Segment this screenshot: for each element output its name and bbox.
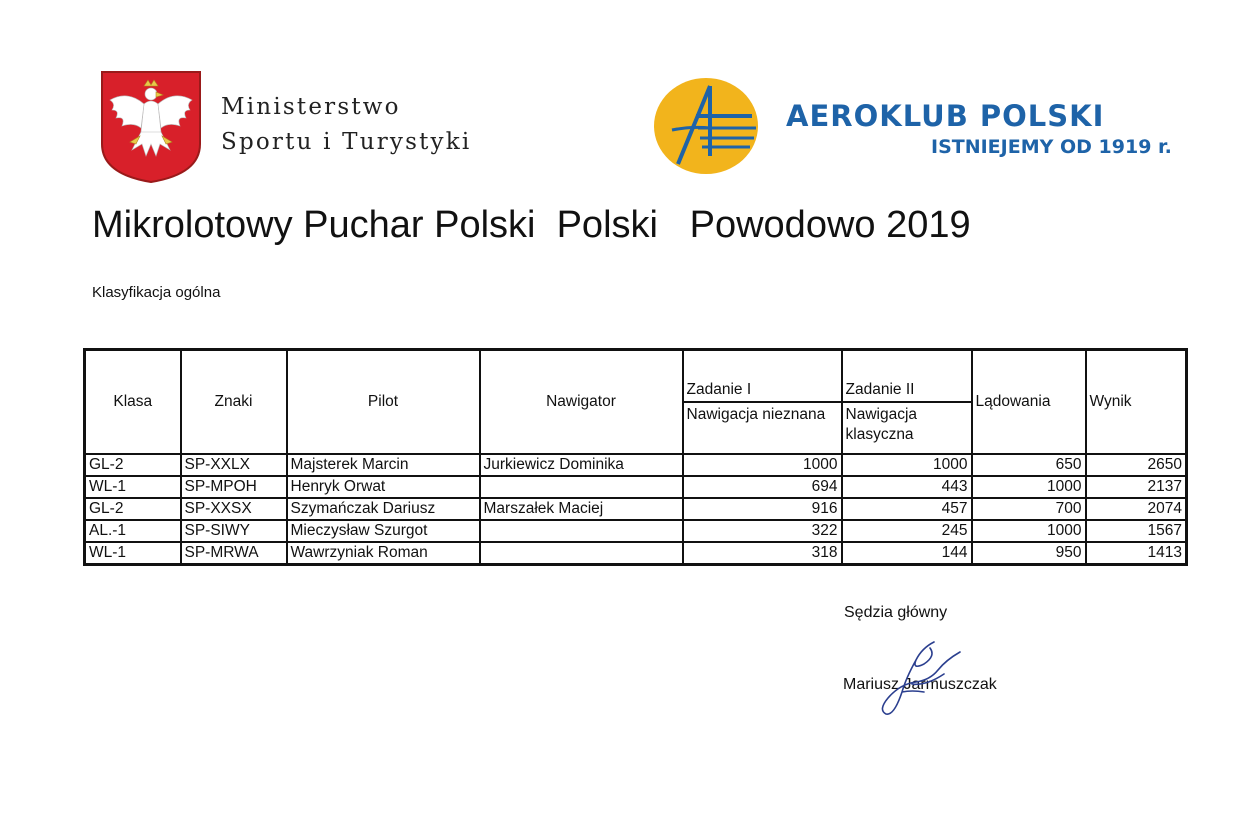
results-table bbox=[83, 348, 1188, 566]
header-zadanie-2: Zadanie II bbox=[842, 350, 972, 403]
cell-zadanie-1: 1000 bbox=[683, 454, 842, 476]
cell-nawigator: Marszałek Maciej bbox=[480, 498, 683, 520]
cell-zadanie-2: 457 bbox=[842, 498, 972, 520]
cell-klasa: GL-2 bbox=[85, 498, 181, 520]
header-klasa: Klasa bbox=[85, 350, 181, 455]
ministry-line-1: Ministerstwo bbox=[221, 94, 401, 120]
cell-zadanie-1: 916 bbox=[683, 498, 842, 520]
cell-znaki: SP-SIWY bbox=[181, 520, 287, 542]
table-row bbox=[85, 476, 1187, 498]
cell-nawigator bbox=[480, 520, 683, 542]
cell-znaki: SP-MPOH bbox=[181, 476, 287, 498]
cell-ladowania: 650 bbox=[972, 454, 1086, 476]
aeroklub-name: AEROKLUB POLSKI bbox=[786, 99, 1105, 133]
cell-klasa: AL.-1 bbox=[85, 520, 181, 542]
cell-pilot: Mieczysław Szurgot bbox=[287, 520, 480, 542]
table-row bbox=[85, 498, 1187, 520]
judge-name: Mariusz Jarmuszczak bbox=[843, 676, 997, 693]
cell-ladowania: 950 bbox=[972, 542, 1086, 565]
cell-zadanie-2: 144 bbox=[842, 542, 972, 565]
signature-icon bbox=[872, 630, 982, 722]
cell-pilot: Henryk Orwat bbox=[287, 476, 480, 498]
aeroklub-logo-icon bbox=[652, 76, 760, 176]
document-subtitle: Klasyfikacja ogólna bbox=[92, 284, 221, 301]
cell-ladowania: 700 bbox=[972, 498, 1086, 520]
cell-pilot: Wawrzyniak Roman bbox=[287, 542, 480, 565]
header-ladowania: Lądowania bbox=[972, 350, 1086, 455]
cell-pilot: Szymańczak Dariusz bbox=[287, 498, 480, 520]
table-row bbox=[85, 454, 1187, 476]
cell-klasa: WL-1 bbox=[85, 542, 181, 565]
cell-zadanie-1: 318 bbox=[683, 542, 842, 565]
aeroklub-tagline: ISTNIEJEMY OD 1919 r. bbox=[931, 136, 1172, 158]
cell-klasa: GL-2 bbox=[85, 454, 181, 476]
cell-pilot: Majsterek Marcin bbox=[287, 454, 480, 476]
cell-wynik: 2137 bbox=[1086, 476, 1187, 498]
cell-wynik: 1567 bbox=[1086, 520, 1187, 542]
cell-nawigator: Jurkiewicz Dominika bbox=[480, 454, 683, 476]
cell-zadanie-2: 443 bbox=[842, 476, 972, 498]
header-znaki: Znaki bbox=[181, 350, 287, 455]
cell-znaki: SP-MRWA bbox=[181, 542, 287, 565]
table-row bbox=[85, 520, 1187, 542]
cell-wynik: 1413 bbox=[1086, 542, 1187, 565]
table-row bbox=[85, 542, 1187, 565]
header-wynik: Wynik bbox=[1086, 350, 1187, 455]
cell-znaki: SP-XXLX bbox=[181, 454, 287, 476]
cell-klasa: WL-1 bbox=[85, 476, 181, 498]
cell-nawigator bbox=[480, 542, 683, 565]
cell-nawigator bbox=[480, 476, 683, 498]
header-zadanie-2-sub: Nawigacja klasyczna bbox=[842, 402, 972, 454]
cell-zadanie-2: 245 bbox=[842, 520, 972, 542]
header-zadanie-1: Zadanie I bbox=[683, 350, 842, 403]
header-zadanie-1-sub: Nawigacja nieznana bbox=[683, 402, 842, 454]
cell-zadanie-1: 322 bbox=[683, 520, 842, 542]
header-nawigator: Nawigator bbox=[480, 350, 683, 455]
cell-zadanie-2: 1000 bbox=[842, 454, 972, 476]
header-pilot: Pilot bbox=[287, 350, 480, 455]
cell-ladowania: 1000 bbox=[972, 520, 1086, 542]
cell-ladowania: 1000 bbox=[972, 476, 1086, 498]
cell-znaki: SP-XXSX bbox=[181, 498, 287, 520]
ministry-line-2: Sportu i Turystyki bbox=[221, 129, 472, 155]
judge-label: Sędzia główny bbox=[844, 604, 948, 621]
document-title: Mikrolotowy Puchar Polski Polski Powodowo 2019 bbox=[92, 204, 971, 246]
ministry-name bbox=[221, 90, 471, 160]
cell-zadanie-1: 694 bbox=[683, 476, 842, 498]
cell-wynik: 2074 bbox=[1086, 498, 1187, 520]
cell-wynik: 2650 bbox=[1086, 454, 1187, 476]
polish-emblem-icon bbox=[100, 70, 202, 184]
